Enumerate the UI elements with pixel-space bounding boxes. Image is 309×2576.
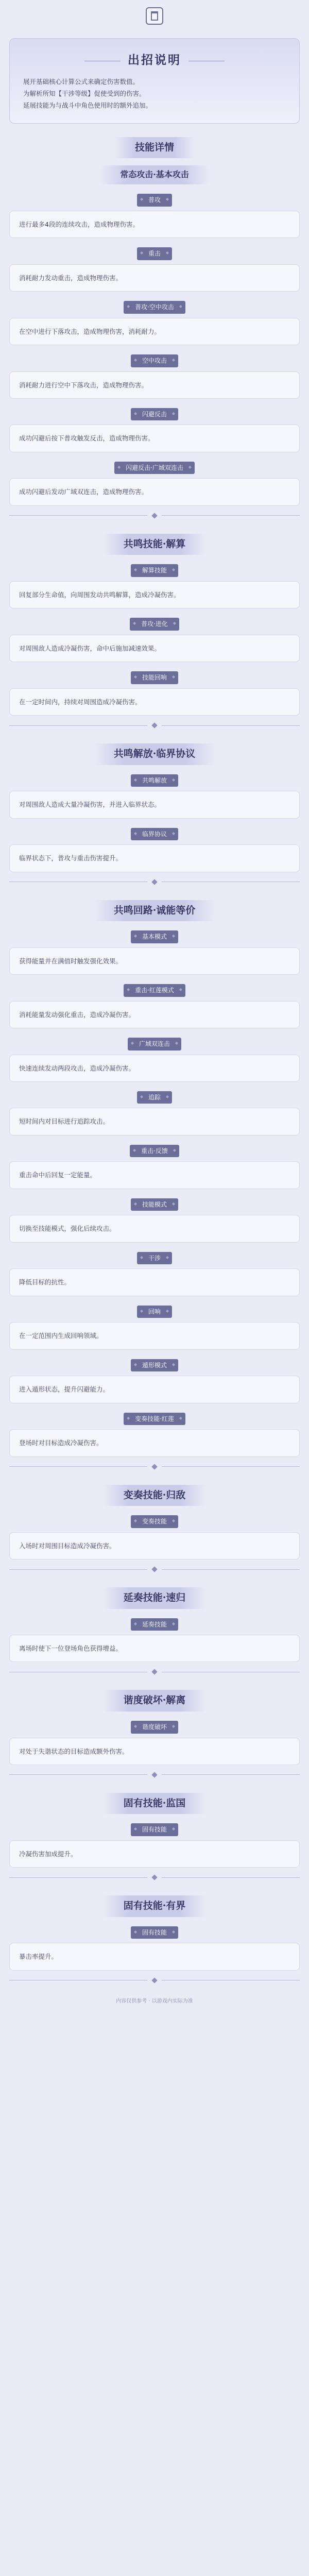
item-label [9,774,300,787]
item-label-text: ◆ 解算技能 ◆ [131,564,178,577]
section-divider [9,1462,300,1471]
item-text: 在一定范围内生成回响领域。 [19,1332,103,1340]
section-divider [9,511,300,520]
item-block [9,581,300,608]
section [9,743,300,886]
item-block [9,688,300,716]
item-label-text: ◆ 干涉 ◆ [137,1252,172,1265]
top-bar [9,0,300,34]
item-text: 成功闪避后发动广域双连击，造成物理伤害。 [19,488,148,496]
section-heading [9,137,300,158]
item-block [9,211,300,238]
section-heading [9,900,300,921]
section-heading-text: 变奏技能·归敌 [103,1485,207,1506]
item-label [9,1306,300,1318]
item-label-text: ◆ 变奏技能·红莲 ◆ [124,1413,185,1426]
section [9,1690,300,1779]
item-label-text: ◆ 固有技能 ◆ [131,1823,178,1836]
item-label-text: ◆ 回响 ◆ [137,1306,172,1318]
item-label-text: ◆ 谐度破坏 ◆ [131,1721,178,1734]
section-heading-text: 固有技能·有界 [103,1895,207,1917]
item-text: 切换至技能模式，强化后续攻击。 [19,1225,116,1233]
item-text: 消耗耐力发动重击，造成物理伤害。 [19,274,123,282]
item-block [9,1840,300,1868]
item-block [9,318,300,345]
item-text: 获得能量并在满值时触发强化效果。 [19,957,123,965]
item-text: 成功闪避后按下普攻触发反击，造成物理伤害。 [19,434,154,443]
item-block [9,1943,300,1970]
item-block [9,844,300,872]
item-text: 登场时对目标造成冷凝伤害。 [19,1439,103,1447]
item-label [9,1413,300,1426]
item-block [9,1376,300,1403]
item-block [9,478,300,505]
logo-icon [146,7,163,25]
item-block [9,1268,300,1296]
item-label-text: ◆ 基本模式 ◆ [131,930,178,943]
section-heading [9,1895,300,1917]
section-heading [9,1587,300,1608]
item-text: 进行最多4段的连续攻击，造成物理伤害。 [19,220,139,228]
item-block [9,1322,300,1349]
item-label [9,1926,300,1939]
section-heading [9,1793,300,1814]
section-heading-text: 共鸣技能·解算 [103,534,207,555]
item-label [9,984,300,997]
section-divider [9,721,300,730]
item-label-text: ◆ 广域双连击 ◆ [128,1038,181,1050]
item-text: 临界状态下，普攻与重击伤害提升。 [19,854,123,862]
item-label-text: ◆ 变奏技能 ◆ [131,1515,178,1528]
section [9,1587,300,1676]
section-divider [9,1976,300,1985]
item-text: 短时间内对目标进行追踪攻击。 [19,1117,110,1126]
item-text: 冷凝伤害加成提升。 [19,1850,77,1858]
section-heading-text: 固有技能·监国 [103,1793,207,1814]
item-label-text: ◆ 技能回响 ◆ [131,671,178,684]
item-block [9,1215,300,1242]
section-subtitle-text: 常态攻击·基本攻击 [99,165,210,184]
item-label-text: ◆ 技能模式 ◆ [131,1198,178,1211]
item-text: 对周围敌人造成冷凝伤害，命中后施加减速效果。 [19,644,161,652]
item-block [9,1001,300,1028]
item-label [9,1359,300,1372]
item-label [9,408,300,421]
intro-line: 为解析所知【干涉等级】促使受到的伤害。 [23,90,146,98]
item-label [9,564,300,577]
item-block [9,1161,300,1189]
item-block [9,1532,300,1560]
item-text: 降低目标的抗性。 [19,1278,71,1286]
section-heading [9,743,300,765]
item-label [9,247,300,260]
item-text: 暴击率提升。 [19,1953,58,1961]
item-block [9,1055,300,1082]
item-label-text: ◆ 普攻·空中攻击 ◆ [124,301,185,314]
item-text: 回复部分生命值，向周围发动共鸣解算，造成冷凝伤害。 [19,590,180,599]
section-heading-text: 谐度破坏·解离 [103,1690,207,1711]
item-text: 入场时对周围目标造成冷凝伤害。 [19,1541,116,1550]
section-heading-text: 共鸣回路·诚能等价 [93,900,216,921]
item-text: 重击命中后回复一定能量。 [19,1171,97,1179]
item-label-text: ◆ 闪避反击 ◆ [131,408,178,421]
footer-text: 内容仅供参考 · 以游戏内实际为准 [116,1998,193,2004]
section [9,1895,300,1985]
section-divider [9,1565,300,1574]
item-block [9,791,300,818]
section-heading-text: 共鸣解放·临界协议 [93,743,216,765]
section [9,1485,300,1574]
item-block [9,1738,300,1765]
item-label-text: ◆ 普攻·进化 ◆ [130,618,179,631]
intro-line: 延展技能为与战斗中角色使用时的额外追加。 [23,101,152,110]
item-label [9,1038,300,1050]
item-label [9,930,300,943]
item-label [9,462,300,474]
section-divider [9,1770,300,1780]
item-label-text: ◆ 重击·红莲模式 ◆ [124,984,185,997]
item-text: 离场时使下一位登场角色获得增益。 [19,1645,123,1653]
item-label-text: ◆ 重击·反馈 ◆ [130,1145,179,1158]
item-label-text: ◆ 闪避反击·广域双连击 ◆ [114,462,195,474]
item-label-text: ◆ 遁形模式 ◆ [131,1359,178,1372]
item-text: 消耗耐力进行空中下落攻击，造成物理伤害。 [19,381,148,389]
item-label [9,1091,300,1104]
section-divider [9,877,300,887]
item-label [9,301,300,314]
section-subtitle [9,165,300,184]
item-label-text: ◆ 普攻 ◆ [137,194,172,207]
section [9,1793,300,1882]
item-label [9,1618,300,1631]
item-block [9,371,300,399]
item-label-text: ◆ 追踪 ◆ [137,1091,172,1104]
item-block [9,264,300,292]
section-divider [9,1667,300,1676]
item-label [9,618,300,631]
item-label [9,671,300,684]
section [9,534,300,730]
section-heading-text: 技能详情 [114,137,195,158]
item-text: 在一定时间内，持续对周围造成冷凝伤害。 [19,698,142,706]
item-label-text: ◆ 共鸣解放 ◆ [131,774,178,787]
item-label-text: ◆ 空中攻击 ◆ [131,354,178,367]
section-heading [9,1690,300,1711]
item-label [9,1145,300,1158]
item-block [9,947,300,975]
item-label [9,354,300,367]
item-text: 进入遁形状态，提升闪避能力。 [19,1385,110,1394]
sections-container [9,137,300,1985]
item-text: 在空中进行下落攻击，造成物理伤害，消耗耐力。 [19,327,161,335]
item-text: 消耗能量发动强化重击，造成冷凝伤害。 [19,1010,135,1019]
item-block [9,1635,300,1662]
item-text: 对处于失谐状态的目标造成额外伤害。 [19,1747,129,1755]
item-block [9,425,300,452]
item-block [9,1429,300,1456]
item-block [9,635,300,662]
item-label [9,828,300,841]
item-label [9,1823,300,1836]
intro-lines [23,77,286,111]
item-label [9,1252,300,1265]
item-label [9,1515,300,1528]
section-heading [9,534,300,555]
item-label [9,194,300,207]
intro-title: 出招说明 [23,51,286,70]
section [9,137,300,520]
section-heading-text: 延奏技能·速归 [103,1587,207,1608]
intro-card [9,38,300,124]
section-heading [9,1485,300,1506]
intro-line: 展开基础核心计算公式来确定伤害数值。 [23,77,140,86]
item-text: 快速连续发动两段攻击，造成冷凝伤害。 [19,1064,135,1072]
item-label [9,1721,300,1734]
item-text: 对周围敌人造成大量冷凝伤害，并进入临界状态。 [19,801,161,809]
item-label-text: ◆ 固有技能 ◆ [131,1926,178,1939]
item-label-text: ◆ 临界协议 ◆ [131,828,178,841]
item-block [9,1108,300,1135]
section [9,900,300,1471]
item-label-text: ◆ 延奏技能 ◆ [131,1618,178,1631]
section-divider [9,1873,300,1882]
item-label [9,1198,300,1211]
item-label-text: ◆ 重击 ◆ [137,247,172,260]
